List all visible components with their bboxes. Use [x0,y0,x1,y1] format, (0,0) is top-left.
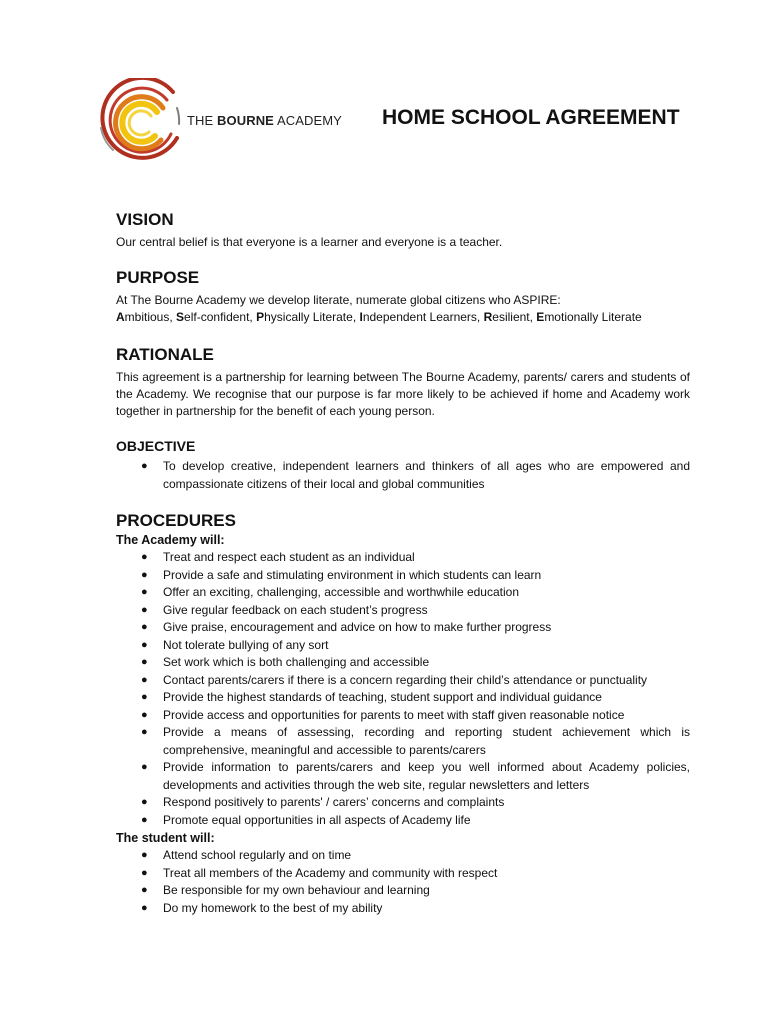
list-item: ● Promote equal opportunities in all aspects of Academy life [116,812,690,830]
academy-will-list [116,549,690,829]
bullet-icon: ● [141,673,148,686]
student-will-list [116,847,690,917]
academy-will-label: The Academy will: [116,533,225,547]
vision-text: Our central belief is that everyone is a learner and everyone is a teacher. [116,235,503,249]
aspire-word: elf-confident, [184,310,257,324]
aspire-word: motionally Literate [544,310,642,324]
objective-section [116,437,690,493]
list-item: ● To develop creative, independent learners and thinkers of all ages who are empowered and compassionate citizens of their local and global communities [141,459,690,491]
rationale-heading: RATIONALE [116,345,214,364]
objective-heading: OBJECTIVE [116,438,196,454]
bullet-icon: ● [141,849,148,861]
bullet-icon: ● [141,691,148,703]
aspire-list [116,309,690,326]
rationale-section [116,345,690,420]
aspire-word: esilient, [492,310,537,324]
academy-name: THE BOURNE ACADEMY [187,113,342,128]
bullet-icon: ● [141,460,148,472]
vision-section [116,210,690,251]
list-item: ● Set work which is both challenging and accessible [116,654,690,672]
document-body [116,210,690,917]
aspire-word: hysically Literate, [264,310,360,324]
list-item: ● Contact parents/carers if there is a concern regarding their child’s attendance or punctuality [116,672,690,690]
list-item: ● Treat and respect each student as an individual [116,549,690,567]
aspire-initial: A [116,310,125,324]
list-item: ● Provide access and opportunities for parents to meet with staff given reasonable notice [116,707,690,725]
aspire-word: ndependent Learners, [362,310,484,324]
bullet-icon: ● [141,621,148,633]
list-item: ● Provide a means of assessing, recording and reporting student achievement which is comprehensive, meaningful and accessible to parents/carers [141,725,690,757]
procedures-section [116,511,690,917]
bullet-icon: ● [141,866,148,879]
purpose-heading: PURPOSE [116,268,200,287]
purpose-intro: At The Bourne Academy we develop literate, numerate global citizens who ASPIRE: [116,293,561,307]
list-item: ● Provide information to parents/carers and keep you well informed about Academy policies, developments and activities through the web site, regular newsletters and letters [141,760,690,792]
rationale-text: This agreement is a partnership for learning between The Bourne Academy, parents/ carers and students of the Academy. We recognise that our purpose is far more likely to be achieved if home and Academy work together in partnership for the benefit of each young person. [116,370,690,418]
list-item: ● Provide the highest standards of teaching, student support and individual guidance [116,689,690,707]
aspire-initial: P [256,310,265,324]
list-item: ● Provide a safe and stimulating environment in which students can learn [116,567,690,585]
bullet-icon: ● [141,708,148,721]
aspire-initial: S [176,310,185,324]
purpose-section [116,268,690,326]
bullet-icon: ● [141,884,148,896]
list-item: ● Offer an exciting, challenging, accessible and worthwhile education [116,584,690,602]
bullet-icon: ● [141,638,148,651]
bullet-icon: ● [141,796,148,808]
bullet-icon: ● [141,551,148,563]
academy-logo [93,78,185,164]
bullet-icon: ● [141,603,148,616]
bullet-icon: ● [141,568,148,581]
bullet-icon: ● [141,761,148,773]
bullet-icon: ● [141,901,148,914]
list-item: ● Respond positively to parents' / carers’ concerns and complaints [116,794,690,812]
bullet-icon: ● [141,656,148,668]
aspire-initial: E [536,310,545,324]
list-item: ● Be responsible for my own behaviour and learning [116,882,690,900]
list-item: ● Attend school regularly and on time [116,847,690,865]
vision-heading: VISION [116,210,174,229]
aspire-initial: I [359,310,363,324]
list-item: ● Treat all members of the Academy and community with respect [116,865,690,883]
list-item: ● Give regular feedback on each student’s progress [116,602,690,620]
student-will-label: The student will: [116,831,215,845]
bullet-icon: ● [141,726,148,738]
document-title: HOME SCHOOL AGREEMENT [382,106,680,129]
bullet-icon: ● [141,586,148,598]
list-item: ● Do my homework to the best of my ability [116,900,690,918]
list-item: ● Not tolerate bullying of any sort [116,637,690,655]
procedures-heading: PROCEDURES [116,511,236,530]
bullet-icon: ● [141,813,148,826]
aspire-initial: R [483,310,493,324]
aspire-word: mbitious, [124,310,177,324]
list-item: ● Give praise, encouragement and advice on how to make further progress [116,619,690,637]
objective-list [116,458,690,493]
